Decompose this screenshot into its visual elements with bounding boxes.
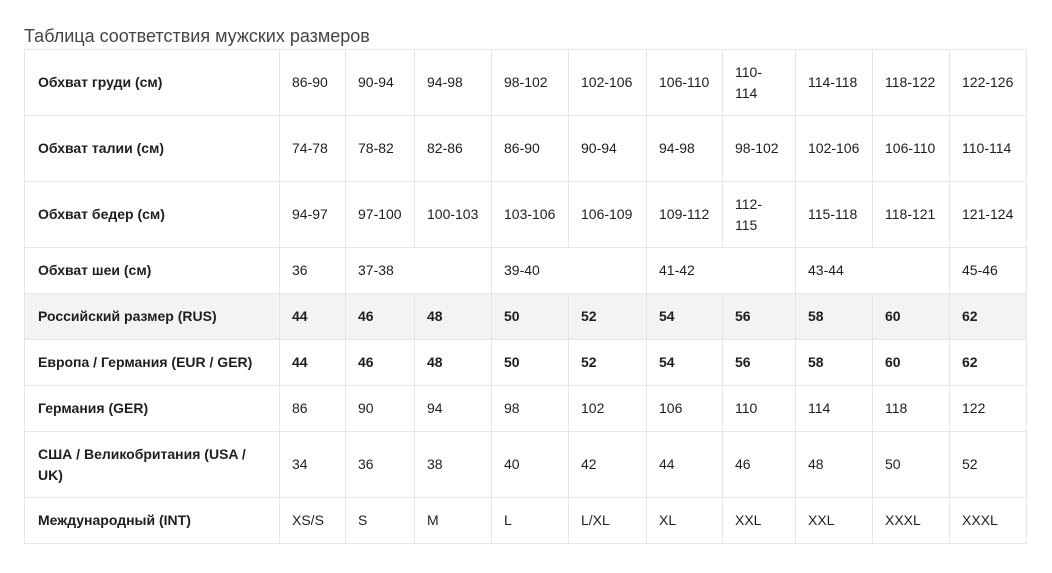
table-cell: 86 bbox=[280, 386, 346, 432]
table-cell: 90-94 bbox=[346, 50, 415, 116]
table-row-usa-uk bbox=[25, 432, 1027, 498]
table-cell: 100-103 bbox=[415, 182, 492, 248]
table-cell: 106-109 bbox=[569, 182, 647, 248]
table-cell: 62 bbox=[950, 294, 1027, 340]
table-cell: 82-86 bbox=[415, 116, 492, 182]
table-cell: 48 bbox=[415, 294, 492, 340]
table-cell: 118-121 bbox=[873, 182, 950, 248]
table-row-waist bbox=[25, 116, 1027, 182]
table-cell: 109-112 bbox=[647, 182, 723, 248]
row-label: Российский размер (RUS) bbox=[25, 294, 280, 340]
row-label: Обхват талии (см) bbox=[25, 116, 280, 182]
table-cell: 36 bbox=[346, 432, 415, 498]
table-cell: 90-94 bbox=[569, 116, 647, 182]
table-cell: 98 bbox=[492, 386, 569, 432]
table-cell: XXXL bbox=[950, 498, 1027, 544]
table-cell: 38 bbox=[415, 432, 492, 498]
table-cell: 36 bbox=[280, 248, 346, 294]
table-cell: 106-110 bbox=[647, 50, 723, 116]
table-cell: 94 bbox=[415, 386, 492, 432]
table-cell: 114-118 bbox=[796, 50, 873, 116]
table-row-int bbox=[25, 498, 1027, 544]
table-cell: 46 bbox=[723, 432, 796, 498]
table-cell: 112-115 bbox=[723, 182, 796, 248]
table-cell: 39-40 bbox=[492, 248, 647, 294]
row-label: Европа / Германия (EUR / GER) bbox=[25, 340, 280, 386]
table-row-ger bbox=[25, 386, 1027, 432]
table-cell: 48 bbox=[796, 432, 873, 498]
table-cell: 90 bbox=[346, 386, 415, 432]
table-cell: 122-126 bbox=[950, 50, 1027, 116]
table-cell: 48 bbox=[415, 340, 492, 386]
table-row-rus bbox=[25, 294, 1027, 340]
table-cell: 56 bbox=[723, 294, 796, 340]
table-cell: 58 bbox=[796, 294, 873, 340]
table-cell: 110-114 bbox=[950, 116, 1027, 182]
table-cell: 118 bbox=[873, 386, 950, 432]
table-cell: 94-98 bbox=[415, 50, 492, 116]
table-cell: 50 bbox=[873, 432, 950, 498]
table-cell: 42 bbox=[569, 432, 647, 498]
table-cell: 50 bbox=[492, 294, 569, 340]
table-cell: 54 bbox=[647, 340, 723, 386]
table-cell: XXL bbox=[723, 498, 796, 544]
table-cell: 102-106 bbox=[569, 50, 647, 116]
table-cell: 102-106 bbox=[796, 116, 873, 182]
table-cell: 45-46 bbox=[950, 248, 1027, 294]
table-cell: 94-97 bbox=[280, 182, 346, 248]
table-cell: 97-100 bbox=[346, 182, 415, 248]
table-row-hips bbox=[25, 182, 1027, 248]
table-cell: 118-122 bbox=[873, 50, 950, 116]
table-cell: 98-102 bbox=[492, 50, 569, 116]
table-cell: 44 bbox=[280, 294, 346, 340]
table-cell: 94-98 bbox=[647, 116, 723, 182]
row-label: Германия (GER) bbox=[25, 386, 280, 432]
table-cell: 52 bbox=[569, 340, 647, 386]
table-cell: 56 bbox=[723, 340, 796, 386]
table-cell: 44 bbox=[280, 340, 346, 386]
table-cell: 52 bbox=[569, 294, 647, 340]
table-row-chest bbox=[25, 50, 1027, 116]
table-cell: 50 bbox=[492, 340, 569, 386]
table-cell: 40 bbox=[492, 432, 569, 498]
table-cell: 34 bbox=[280, 432, 346, 498]
table-cell: 58 bbox=[796, 340, 873, 386]
table-cell: 60 bbox=[873, 294, 950, 340]
row-label: Обхват бедер (см) bbox=[25, 182, 280, 248]
table-cell: 102 bbox=[569, 386, 647, 432]
table-cell: 103-106 bbox=[492, 182, 569, 248]
table-cell: 37-38 bbox=[346, 248, 492, 294]
size-chart-table bbox=[24, 49, 1027, 544]
table-cell: 110 bbox=[723, 386, 796, 432]
row-label: США / Великобритания (USA / UK) bbox=[25, 432, 280, 498]
table-cell: 43-44 bbox=[796, 248, 950, 294]
table-cell: 54 bbox=[647, 294, 723, 340]
table-cell: 74-78 bbox=[280, 116, 346, 182]
table-cell: L/XL bbox=[569, 498, 647, 544]
table-cell: 106 bbox=[647, 386, 723, 432]
table-cell: XS/S bbox=[280, 498, 346, 544]
table-cell: 86-90 bbox=[280, 50, 346, 116]
table-row-eur-ger bbox=[25, 340, 1027, 386]
table-cell: 106-110 bbox=[873, 116, 950, 182]
table-cell: 46 bbox=[346, 294, 415, 340]
row-label: Международный (INT) bbox=[25, 498, 280, 544]
table-cell: 41-42 bbox=[647, 248, 796, 294]
table-cell: 52 bbox=[950, 432, 1027, 498]
table-cell: 121-124 bbox=[950, 182, 1027, 248]
table-cell: 86-90 bbox=[492, 116, 569, 182]
table-row-neck bbox=[25, 248, 1027, 294]
table-cell: L bbox=[492, 498, 569, 544]
table-cell: 122 bbox=[950, 386, 1027, 432]
table-cell: XXXL bbox=[873, 498, 950, 544]
table-cell: M bbox=[415, 498, 492, 544]
table-cell: 98-102 bbox=[723, 116, 796, 182]
row-label: Обхват шеи (см) bbox=[25, 248, 280, 294]
table-cell: 114 bbox=[796, 386, 873, 432]
table-cell: 60 bbox=[873, 340, 950, 386]
row-label: Обхват груди (см) bbox=[25, 50, 280, 116]
table-cell: 110-114 bbox=[723, 50, 796, 116]
table-cell: 62 bbox=[950, 340, 1027, 386]
table-cell: 46 bbox=[346, 340, 415, 386]
table-cell: 44 bbox=[647, 432, 723, 498]
table-cell: XL bbox=[647, 498, 723, 544]
table-cell: S bbox=[346, 498, 415, 544]
table-caption: Таблица соответствия мужских размеров bbox=[24, 26, 370, 46]
table-cell: 115-118 bbox=[796, 182, 873, 248]
table-cell: XXL bbox=[796, 498, 873, 544]
table-cell: 78-82 bbox=[346, 116, 415, 182]
